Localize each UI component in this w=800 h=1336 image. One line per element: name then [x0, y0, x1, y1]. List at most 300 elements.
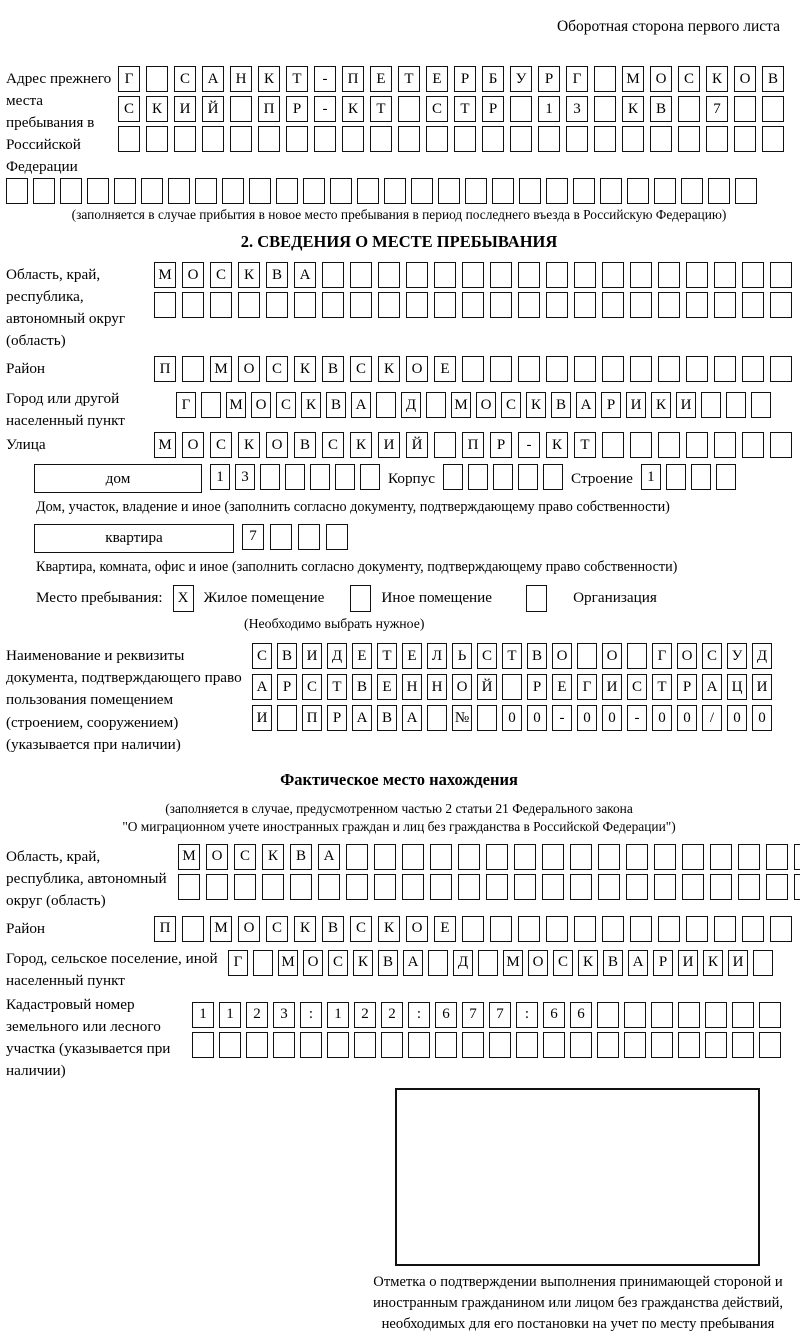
- char-cell: 7: [462, 1002, 484, 1028]
- prev-address-row-4: [6, 178, 792, 204]
- page-side-note: Оборотная сторона первого листа: [556, 18, 780, 35]
- char-cell: К: [546, 432, 568, 458]
- char-cell: О: [266, 432, 288, 458]
- char-cell: В: [326, 392, 346, 418]
- char-cell: М: [210, 356, 232, 382]
- char-cell: О: [238, 356, 260, 382]
- char-cell: В: [294, 432, 316, 458]
- char-cell: [230, 126, 252, 152]
- char-cell: [577, 643, 597, 669]
- char-cell: [602, 432, 624, 458]
- char-cell: Д: [752, 643, 772, 669]
- char-cell: 0: [602, 705, 622, 731]
- char-cell: [597, 1002, 619, 1028]
- char-cell: [682, 874, 704, 900]
- korpus-cells: [443, 464, 563, 490]
- char-cell: В: [377, 705, 397, 731]
- district-block: [6, 356, 792, 386]
- char-cell: [346, 874, 368, 900]
- char-cell: Е: [426, 66, 448, 92]
- char-cell: 2: [381, 1002, 403, 1028]
- char-cell: [342, 126, 364, 152]
- char-cell: М: [154, 262, 176, 288]
- char-cell: О: [528, 950, 548, 976]
- char-cell: С: [276, 392, 296, 418]
- char-cell: [426, 392, 446, 418]
- char-cell: 0: [677, 705, 697, 731]
- house-cells: [210, 464, 380, 490]
- char-cell: [600, 178, 622, 204]
- char-cell: С: [266, 916, 288, 942]
- char-cell: [6, 178, 28, 204]
- char-cell: [273, 1032, 295, 1058]
- char-cell: [318, 874, 340, 900]
- char-cell: 0: [502, 705, 522, 731]
- char-cell: [462, 356, 484, 382]
- actual-location-title: Фактическое место нахождения: [280, 769, 518, 789]
- document-block: [6, 643, 792, 755]
- char-cell: Г: [566, 66, 588, 92]
- char-cell: К: [706, 66, 728, 92]
- char-cell: К: [294, 356, 316, 382]
- char-cell: [602, 292, 624, 318]
- char-cell: [493, 464, 513, 490]
- char-cell: [794, 874, 800, 900]
- char-cell: С: [350, 356, 372, 382]
- char-cell: [598, 844, 620, 870]
- char-cell: -: [552, 705, 572, 731]
- char-cell: [234, 874, 256, 900]
- char-cell: К: [526, 392, 546, 418]
- char-cell: Ц: [727, 674, 747, 700]
- char-cell: А: [294, 262, 316, 288]
- char-cell: К: [350, 432, 372, 458]
- char-cell: [714, 356, 736, 382]
- char-cell: [290, 874, 312, 900]
- char-cell: К: [262, 844, 284, 870]
- region-row-1: [154, 262, 792, 288]
- char-cell: [594, 96, 616, 122]
- char-cell: [622, 126, 644, 152]
- char-cell: В: [352, 674, 372, 700]
- char-cell: [310, 464, 330, 490]
- char-cell: [770, 432, 792, 458]
- char-cell: [686, 262, 708, 288]
- char-cell: [706, 126, 728, 152]
- char-cell: В: [266, 262, 288, 288]
- char-cell: О: [734, 66, 756, 92]
- char-cell: [502, 674, 522, 700]
- char-cell: К: [651, 392, 671, 418]
- region-block: [6, 262, 792, 352]
- char-cell: В: [322, 916, 344, 942]
- char-cell: В: [290, 844, 312, 870]
- char-cell: [518, 292, 540, 318]
- char-cell: [794, 844, 800, 870]
- char-cell: [398, 126, 420, 152]
- char-cell: И: [302, 643, 322, 669]
- char-cell: [686, 916, 708, 942]
- char-cell: [490, 292, 512, 318]
- document-row-3: [252, 705, 792, 731]
- char-cell: А: [352, 705, 372, 731]
- char-cell: [260, 464, 280, 490]
- apartment-block: [34, 524, 792, 553]
- char-cell: У: [510, 66, 532, 92]
- option-other-premises-label: Иное помещение: [381, 589, 493, 607]
- char-cell: 3: [566, 96, 588, 122]
- char-cell: О: [238, 916, 260, 942]
- char-cell: Е: [352, 643, 372, 669]
- char-cell: [546, 262, 568, 288]
- char-cell: [516, 1032, 538, 1058]
- char-cell: 2: [354, 1002, 376, 1028]
- char-cell: [374, 844, 396, 870]
- actual-city-block: [6, 946, 792, 992]
- char-cell: С: [350, 916, 372, 942]
- char-cell: [574, 292, 596, 318]
- street-row: [154, 432, 792, 458]
- actual-region-row-2: [178, 874, 800, 900]
- char-cell: Т: [454, 96, 476, 122]
- char-cell: Г: [652, 643, 672, 669]
- char-cell: [360, 464, 380, 490]
- confirmation-caption: Отметка о подтверждении выполнения принимающей стороной и иностранным гражданином или лицом без гражданства действий, необходимых для его постановки на учет по месту пребывания: [372, 1274, 784, 1333]
- char-cell: О: [452, 674, 472, 700]
- prev-address-row-1: [118, 66, 792, 92]
- char-cell: [770, 262, 792, 288]
- char-cell: [714, 262, 736, 288]
- char-cell: Н: [402, 674, 422, 700]
- char-cell: К: [301, 392, 321, 418]
- actual-region-block: [6, 844, 792, 912]
- char-cell: М: [622, 66, 644, 92]
- char-cell: :: [516, 1002, 538, 1028]
- char-cell: [630, 292, 652, 318]
- char-cell: И: [678, 950, 698, 976]
- char-cell: Й: [477, 674, 497, 700]
- char-cell: [738, 844, 760, 870]
- char-cell: К: [353, 950, 373, 976]
- char-cell: О: [602, 643, 622, 669]
- char-cell: [686, 432, 708, 458]
- char-cell: [354, 1032, 376, 1058]
- char-cell: [146, 126, 168, 152]
- char-cell: К: [258, 66, 280, 92]
- char-cell: [630, 916, 652, 942]
- prev-address-label: Адрес прежнего места пребывания в Российской Федерации: [6, 70, 112, 176]
- char-cell: [716, 464, 736, 490]
- char-cell: 1: [210, 464, 230, 490]
- char-cell: С: [174, 66, 196, 92]
- char-cell: [519, 178, 541, 204]
- char-cell: [651, 1032, 673, 1058]
- region-label: Область, край, республика, автономный округ (область): [6, 266, 126, 350]
- char-cell: [489, 1032, 511, 1058]
- confirmation-stamp-box: [395, 1088, 760, 1266]
- char-cell: [285, 464, 305, 490]
- char-cell: [458, 844, 480, 870]
- char-cell: [770, 292, 792, 318]
- char-cell: А: [202, 66, 224, 92]
- char-cell: Н: [230, 66, 252, 92]
- char-cell: О: [476, 392, 496, 418]
- char-cell: И: [676, 392, 696, 418]
- char-cell: [182, 292, 204, 318]
- char-cell: [630, 432, 652, 458]
- actual-region-row-1: [178, 844, 800, 870]
- char-cell: [350, 292, 372, 318]
- char-cell: Р: [286, 96, 308, 122]
- char-cell: [518, 262, 540, 288]
- stay-type-block: [36, 585, 792, 612]
- char-cell: [732, 1032, 754, 1058]
- char-cell: Б: [482, 66, 504, 92]
- char-cell: [624, 1032, 646, 1058]
- char-cell: П: [462, 432, 484, 458]
- char-cell: Т: [370, 96, 392, 122]
- char-cell: [222, 178, 244, 204]
- stroenie-label: Строение: [571, 469, 633, 487]
- char-cell: Д: [453, 950, 473, 976]
- checkbox-organization: [526, 585, 547, 612]
- char-cell: [201, 392, 221, 418]
- char-cell: [434, 262, 456, 288]
- cadastre-row-1: [192, 1002, 792, 1028]
- char-cell: С: [328, 950, 348, 976]
- char-cell: В: [378, 950, 398, 976]
- char-cell: В: [551, 392, 571, 418]
- char-cell: [249, 178, 271, 204]
- char-cell: М: [226, 392, 246, 418]
- char-cell: Н: [427, 674, 447, 700]
- district-label: Район: [6, 360, 46, 378]
- char-cell: Д: [401, 392, 421, 418]
- char-cell: [627, 643, 647, 669]
- char-cell: [651, 1002, 673, 1028]
- district-row: [154, 356, 792, 382]
- char-cell: Е: [377, 674, 397, 700]
- char-cell: Р: [601, 392, 621, 418]
- char-cell: П: [302, 705, 322, 731]
- char-cell: [742, 292, 764, 318]
- char-cell: [253, 950, 273, 976]
- char-cell: 6: [435, 1002, 457, 1028]
- char-cell: В: [322, 356, 344, 382]
- char-cell: [230, 96, 252, 122]
- char-cell: О: [182, 262, 204, 288]
- char-cell: [454, 126, 476, 152]
- char-cell: [630, 356, 652, 382]
- char-cell: [658, 432, 680, 458]
- char-cell: К: [578, 950, 598, 976]
- char-cell: О: [206, 844, 228, 870]
- char-cell: К: [703, 950, 723, 976]
- char-cell: [492, 178, 514, 204]
- apartment-note: Квартира, комната, офис и иное (заполнить согласно документу, подтверждающему право собственности): [36, 558, 678, 575]
- char-cell: В: [762, 66, 784, 92]
- char-cell: [322, 262, 344, 288]
- char-cell: [465, 178, 487, 204]
- char-cell: [192, 1032, 214, 1058]
- char-cell: М: [451, 392, 471, 418]
- char-cell: [751, 392, 771, 418]
- char-cell: [430, 874, 452, 900]
- prev-address-row-2: [118, 96, 792, 122]
- char-cell: [202, 126, 224, 152]
- char-cell: [654, 844, 676, 870]
- actual-city-label: Город, сельское поселение, иной населенный пункт: [6, 949, 218, 989]
- char-cell: [678, 1032, 700, 1058]
- char-cell: Р: [490, 432, 512, 458]
- char-cell: С: [252, 643, 272, 669]
- char-cell: [206, 874, 228, 900]
- char-cell: -: [627, 705, 647, 731]
- char-cell: П: [154, 916, 176, 942]
- char-cell: В: [603, 950, 623, 976]
- char-cell: [546, 356, 568, 382]
- char-cell: [276, 178, 298, 204]
- char-cell: [118, 126, 140, 152]
- char-cell: [286, 126, 308, 152]
- char-cell: [141, 178, 163, 204]
- char-cell: [602, 916, 624, 942]
- char-cell: О: [677, 643, 697, 669]
- char-cell: Л: [427, 643, 447, 669]
- char-cell: В: [277, 643, 297, 669]
- char-cell: [566, 126, 588, 152]
- char-cell: 3: [273, 1002, 295, 1028]
- char-cell: Р: [327, 705, 347, 731]
- char-cell: [174, 126, 196, 152]
- char-cell: 2: [246, 1002, 268, 1028]
- char-cell: Е: [434, 916, 456, 942]
- city-row: [176, 392, 771, 418]
- char-cell: [627, 178, 649, 204]
- char-cell: К: [238, 432, 260, 458]
- char-cell: С: [118, 96, 140, 122]
- char-cell: [710, 874, 732, 900]
- char-cell: [626, 844, 648, 870]
- char-cell: Т: [398, 66, 420, 92]
- char-cell: -: [314, 96, 336, 122]
- char-cell: [574, 262, 596, 288]
- char-cell: Г: [228, 950, 248, 976]
- char-cell: А: [576, 392, 596, 418]
- char-cell: С: [426, 96, 448, 122]
- option-organization-label: Организация: [573, 589, 657, 607]
- char-cell: [262, 874, 284, 900]
- char-cell: [300, 1032, 322, 1058]
- char-cell: [327, 1032, 349, 1058]
- char-cell: [705, 1002, 727, 1028]
- char-cell: [514, 844, 536, 870]
- char-cell: Е: [402, 643, 422, 669]
- char-cell: [238, 292, 260, 318]
- char-cell: Р: [527, 674, 547, 700]
- char-cell: [462, 916, 484, 942]
- char-cell: [381, 1032, 403, 1058]
- char-cell: Й: [406, 432, 428, 458]
- char-cell: С: [266, 356, 288, 382]
- char-cell: [766, 874, 788, 900]
- char-cell: [294, 292, 316, 318]
- checkbox-other-premises: [350, 585, 371, 612]
- char-cell: [626, 874, 648, 900]
- char-cell: -: [518, 432, 540, 458]
- char-cell: О: [406, 356, 428, 382]
- char-cell: 0: [527, 705, 547, 731]
- char-cell: [742, 432, 764, 458]
- char-cell: [753, 950, 773, 976]
- char-cell: О: [650, 66, 672, 92]
- cadastre-row-2: [192, 1032, 792, 1058]
- char-cell: Р: [482, 96, 504, 122]
- char-cell: [195, 178, 217, 204]
- char-cell: [573, 178, 595, 204]
- char-cell: [738, 874, 760, 900]
- char-cell: [542, 874, 564, 900]
- char-cell: Т: [327, 674, 347, 700]
- char-cell: 1: [327, 1002, 349, 1028]
- char-cell: [258, 126, 280, 152]
- char-cell: [462, 292, 484, 318]
- char-cell: 0: [652, 705, 672, 731]
- char-cell: С: [210, 262, 232, 288]
- apartment-cells: [242, 524, 348, 550]
- actual-district-block: [6, 916, 792, 946]
- char-cell: В: [650, 96, 672, 122]
- char-cell: К: [622, 96, 644, 122]
- char-cell: [374, 874, 396, 900]
- actual-region-label: Область, край, республика, автономный округ (область): [6, 847, 167, 909]
- cadastre-label: Кадастровый номер земельного или лесного участка (указывается при наличии): [6, 995, 171, 1079]
- char-cell: [430, 844, 452, 870]
- char-cell: О: [303, 950, 323, 976]
- char-cell: [378, 292, 400, 318]
- char-cell: [398, 96, 420, 122]
- char-cell: [658, 356, 680, 382]
- char-cell: 6: [543, 1002, 565, 1028]
- char-cell: [714, 432, 736, 458]
- korpus-label: Корпус: [388, 469, 436, 487]
- char-cell: [735, 178, 757, 204]
- char-cell: [574, 916, 596, 942]
- char-cell: [678, 96, 700, 122]
- char-cell: [654, 874, 676, 900]
- stroenie-cells: [641, 464, 736, 490]
- char-cell: №: [452, 705, 472, 731]
- char-cell: [570, 874, 592, 900]
- char-cell: А: [628, 950, 648, 976]
- char-cell: П: [342, 66, 364, 92]
- char-cell: :: [300, 1002, 322, 1028]
- char-cell: [762, 96, 784, 122]
- char-cell: М: [154, 432, 176, 458]
- char-cell: [650, 126, 672, 152]
- char-cell: [154, 292, 176, 318]
- city-label: Город или другой населенный пункт: [6, 390, 125, 430]
- stay-type-label: Место пребывания:: [36, 589, 163, 607]
- char-cell: Р: [277, 674, 297, 700]
- char-cell: [408, 1032, 430, 1058]
- char-cell: М: [278, 950, 298, 976]
- char-cell: [710, 844, 732, 870]
- char-cell: [574, 356, 596, 382]
- char-cell: [406, 292, 428, 318]
- char-cell: [346, 844, 368, 870]
- char-cell: Г: [577, 674, 597, 700]
